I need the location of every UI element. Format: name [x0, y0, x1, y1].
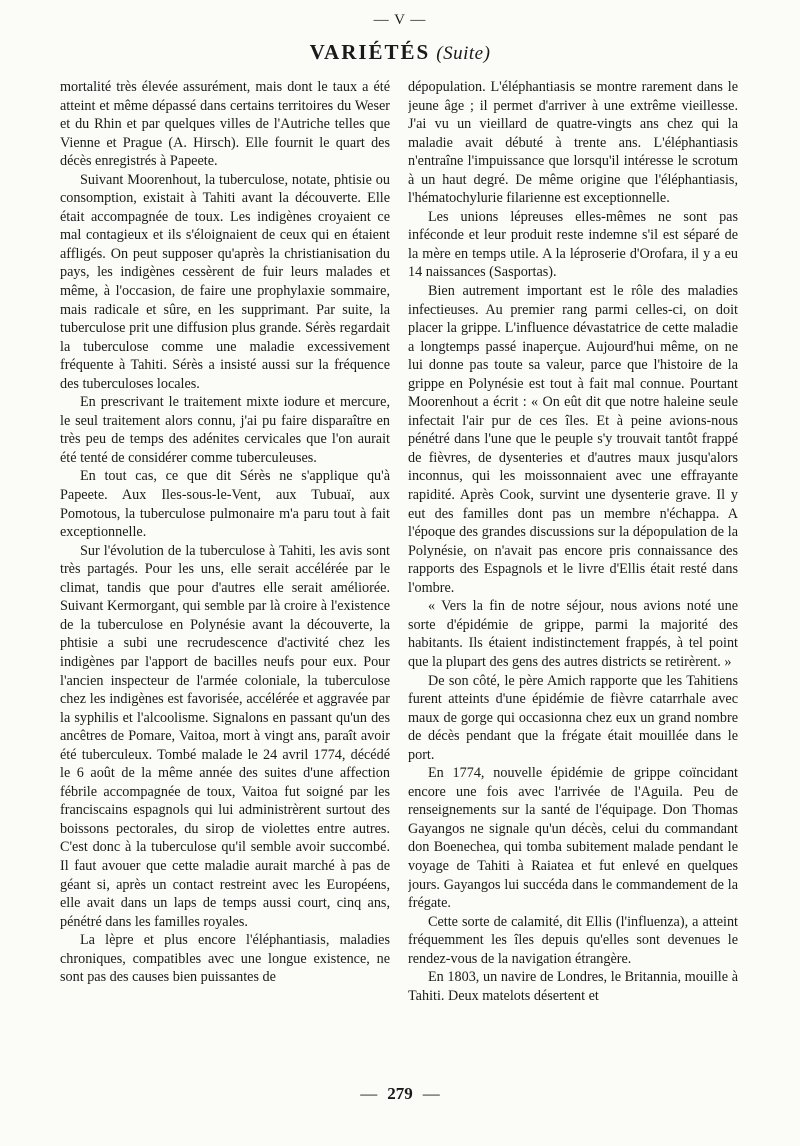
paragraph: En 1774, nouvelle épidémie de grippe coïncidant encore une fois avec l'arrivée de l'Aguila. Peu de renseignements sur la santé de l'équipage. Don Thomas Gayangos ne signale qu'un décès, celui du commandant don Boenechea, qui tomba subitement malade pendant le voyage de Tahiti à Raiatea et fut enlevé en quelques jours. Gayangos lui succéda dans le commandement de la frégate. — [408, 765, 738, 912]
paragraph: « Vers la fin de notre séjour, nous avions noté une sorte d'épidémie de grippe, parmi la majorité des habitants. Ils étaient indistinctement frappés, à tel point que la plupart des gens des autres districts se retirèrent. » — [408, 598, 738, 670]
section-title-suffix: (Suite) — [436, 43, 491, 64]
paragraph: Les unions lépreuses elles-mêmes ne sont pas inféconde et leur produit reste indemne s'il est séparé de la mère en temps utile. A la léproserie d'Orofara, il y a eu 14 naissances (Sasportas). — [408, 208, 738, 281]
section-title — [0, 40, 800, 65]
page-number-dash: — — [360, 1084, 378, 1103]
paragraph: En prescrivant le traitement mixte iodure et mercure, le seul traitement alors connu, j'ai pu faire disparaître en très peu de temps des adénites cervicales que l'on aurait été tenté de considérer comme tuberculeuses. — [60, 394, 390, 466]
page-number-value: 279 — [387, 1084, 413, 1103]
paragraph: De son côté, le père Amich rapporte que les Tahitiens furent atteints d'une épidémie de fièvre catarrhale avec maux de gorge qui occasionna chez eux un grand nombre de décès pendant que la frégate était mouillée dans le port. — [408, 672, 738, 763]
paragraph: Bien autrement important est le rôle des maladies infectieuses. Au premier rang parmi celles-ci, on doit placer la grippe. L'influence dévastatrice de cette maladie a longtemps passé inaperçue. Aujourd'hui même, on ne lui donne pas toute sa valeur, parce que l'histoire de la grippe en Polynésie est tout à fait mal connue. Pourtant Moorenhout a écrit : « On eût dit que notre haleine seule infectait l'air pur de ces îles. Et à peine avions-nous pénétré dans l'une que le peuple s'y trouvait tantôt frappé de fièvres, de dysenteries et d'autres maux jusqu'alors inconnus, qui les moissonnaient avec une effrayante rapidité. Après Cook, survint une dysenterie grave. Il y eut des familles dont pas un membre n'échappa. A l'époque des grandes discussions sur la dépopulation de la Polynésie, on n'avait pas encore pris connaissance des rapports des Espagnols et le livre d'Ellis était resté dans l'ombre. — [408, 283, 738, 596]
paragraph: Sur l'évolution de la tuberculose à Tahiti, les avis sont très partagés. Pour les uns, elle serait accélérée par le climat, tandis que pour d'autres elle serait améliorée. Suivant Kermorgant, qui semble par là croire à l'existence de la tuberculose en Polynésie avant la découverte, la phtisie a subi une recrudescence d'activité chez les indigènes par l'apport de bacilles neufs pour eux. Pour l'ancien inspecteur de l'armée coloniale, la tuberculose chez les indigènes est favorisée, accélérée et aggravée par la syphilis et l'alcoolisme. Signalons en passant qu'un des ancêtres de Pomare, Vaitoa, mort à vingt ans, paraît avoir été tuberculeux. Tombé malade le 24 avril 1774, décédé le 6 août de la même année des suites d'une affection fébrile accompagnée de toux, Vaitoa fut soigné par les franciscains espagnols qui lui administrèrent surtout des boissons pectorales, du sirop de violettes entre autres. C'est donc à la tuberculose qu'il semble avoir succombé. Il faut avouer que cette maladie aurait marché à pas de géant si, après un contact restreint avec les Européens, elle avait dans un laps de temps aussi court, cinq ans, pénétré dans les familles royales. — [60, 542, 390, 930]
paragraph: En tout cas, ce que dit Sérès ne s'applique qu'à Papeete. Aux Iles-sous-le-Vent, aux Tubuaï, aux Pomotous, la tuberculose pulmonaire m'a paru tout à fait exceptionnelle. — [60, 468, 390, 541]
paragraph: La lèpre et plus encore l'éléphantiasis, maladies chroniques, compatibles avec une longue existence, ne sont pas des causes bien puissantes de — [60, 932, 390, 986]
paragraph: mortalité très élevée assurément, mais dont le taux a été atteint et même dépassé dans certains territoires du Weser et du Rhin et par quelques villes de l'Autriche telles que Vienne et Prague (A. Hirsch). Elle fournit le quart des décès enregistrés à Papeete. — [60, 79, 390, 170]
section-title-text: VARIÉTÉS — [309, 40, 431, 64]
paragraph: En 1803, un navire de Londres, le Britannia, mouille à Tahiti. Deux matelots désertent et — [408, 969, 738, 1004]
left-column — [60, 78, 390, 1078]
running-head: — V — — [373, 12, 427, 28]
paragraph: dépopulation. L'éléphantiasis se montre rarement dans le jeune âge ; il permet d'arriver à une extrême vieillesse. J'ai vu un vieillard de quatre-vingts ans chez qui la maladie avait débuté à trente ans. L'éléphantiasis n'entraîne l'impuissance que lorsqu'il intéresse le scrotum à un haut degré. De même origine que l'éléphantiasis, l'hématochylurie filarienne est exceptionnelle. — [408, 79, 738, 207]
right-column — [408, 78, 738, 1078]
page-number-dash: — — [422, 1084, 440, 1103]
page-number — [0, 1084, 800, 1104]
paragraph: Cette sorte de calamité, dit Ellis (l'influenza), a atteint fréquemment les îles depuis qu'elles sont devenues le rendez-vous de la navigation étrangère. — [408, 913, 738, 967]
paragraph: Suivant Moorenhout, la tuberculose, notate, phtisie ou consomption, existait à Tahiti avant la découverte. Elle était accompagnée de toux. Les indigènes croyaient ce mal contagieux et ils s'éloignaient de ceux qui en étaient affligés. On peut supposer qu'après la christianisation du pays, les indigènes cessèrent de fuir leurs malades et même, à l'occasion, de faire une prophylaxie sommaire, mais radicale et sûre, en les supprimant. Par suite, la tuberculose prit une diffusion plus grande. Sérès regardait la tuberculose comme une maladie excessivement fréquente à Tahiti. Sérès a insisté aussi sur la fréquence des tuberculoses locales. — [60, 171, 390, 392]
